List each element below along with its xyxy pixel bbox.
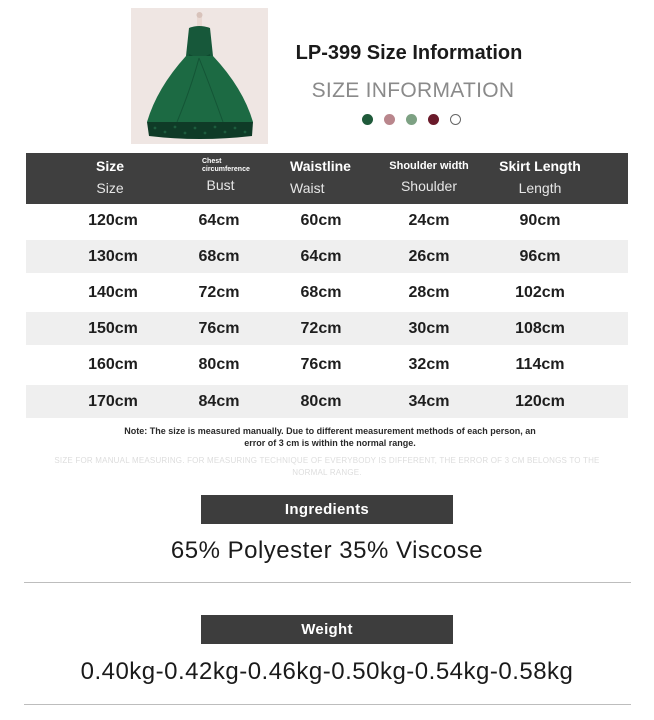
page-subtitle: SIZE INFORMATION bbox=[311, 79, 515, 102]
size-table-header bbox=[26, 153, 628, 204]
cell-waist: 64cm bbox=[300, 248, 342, 265]
cell-shoulder: 24cm bbox=[408, 212, 450, 229]
ingredients-value: 65% Polyester 35% Viscose bbox=[170, 537, 484, 564]
cell-size: 170cm bbox=[88, 393, 138, 410]
measurement-note-faint bbox=[40, 455, 614, 479]
divider bbox=[24, 704, 631, 705]
col-header-size-label: Size bbox=[96, 180, 124, 196]
cell-shoulder: 28cm bbox=[408, 284, 450, 301]
weight-value: 0.40kg-0.42kg-0.46kg-0.50kg-0.54kg-0.58kg bbox=[80, 658, 574, 685]
product-photo bbox=[131, 8, 268, 144]
cell-length: 114cm bbox=[515, 356, 565, 373]
cell-size: 140cm bbox=[88, 284, 138, 301]
measurement-note-faint-line1: SIZE FOR MANUAL MEASURING. FOR MEASURING TECHNIQUE OF EVERYBODY IS DIFFERENT, THE ERROR OF 3 CM BELONGS TO THE bbox=[54, 456, 600, 465]
cell-bust: 80cm bbox=[198, 356, 240, 373]
cell-bust: 76cm bbox=[198, 320, 240, 337]
cell-bust: 72cm bbox=[198, 284, 240, 301]
measurement-note bbox=[80, 425, 580, 449]
cell-size: 130cm bbox=[88, 248, 138, 265]
cell-length: 102cm bbox=[515, 284, 565, 301]
table-row bbox=[26, 385, 628, 418]
table-row bbox=[26, 348, 628, 381]
cell-length: 120cm bbox=[515, 393, 565, 410]
measurement-note-faint-line2: NORMAL RANGE. bbox=[292, 468, 362, 477]
cell-shoulder: 32cm bbox=[408, 356, 450, 373]
col-header-waist-label: Waist bbox=[290, 180, 325, 196]
color-swatch-white[interactable] bbox=[450, 114, 461, 125]
cell-bust: 64cm bbox=[198, 212, 240, 229]
col-header-waist-en: Waistline bbox=[290, 158, 351, 174]
measurement-note-line2: error of 3 cm is within the normal range. bbox=[244, 438, 416, 448]
cell-size: 160cm bbox=[88, 356, 138, 373]
col-header-bust-label: Bust bbox=[206, 177, 235, 193]
color-swatch-sage-green[interactable] bbox=[406, 114, 417, 125]
green-dress-photo bbox=[131, 8, 268, 144]
col-header-size bbox=[80, 158, 140, 196]
ingredients-label: Ingredients bbox=[201, 495, 453, 524]
page-title: LP-399 Size Information bbox=[295, 42, 523, 64]
cell-length: 108cm bbox=[515, 320, 565, 337]
cell-shoulder: 34cm bbox=[408, 393, 450, 410]
cell-waist: 76cm bbox=[300, 356, 342, 373]
cell-bust: 84cm bbox=[198, 393, 240, 410]
measurement-note-line1: Note: The size is measured manually. Due to different measurement methods of each person, an bbox=[124, 426, 536, 436]
divider bbox=[24, 582, 631, 583]
col-header-bust bbox=[188, 158, 253, 193]
col-header-size-en: Size bbox=[95, 158, 124, 174]
color-swatches bbox=[362, 114, 461, 125]
cell-waist: 72cm bbox=[300, 320, 342, 337]
col-header-shoulder-label: Shoulder bbox=[400, 178, 458, 194]
color-swatch-burgundy[interactable] bbox=[428, 114, 439, 125]
color-swatch-dusty-pink[interactable] bbox=[384, 114, 395, 125]
cell-waist: 60cm bbox=[300, 212, 342, 229]
col-header-bust-en: Chest circumference bbox=[202, 158, 250, 173]
cell-size: 150cm bbox=[88, 320, 138, 337]
table-row bbox=[26, 312, 628, 345]
col-header-shoulder bbox=[376, 158, 482, 194]
weight-label: Weight bbox=[201, 615, 453, 644]
cell-shoulder: 30cm bbox=[408, 320, 450, 337]
table-row bbox=[26, 276, 628, 309]
cell-length: 96cm bbox=[519, 248, 561, 265]
table-row bbox=[26, 204, 628, 237]
col-header-waist bbox=[290, 158, 380, 196]
cell-bust: 68cm bbox=[198, 248, 240, 265]
cell-waist: 68cm bbox=[300, 284, 342, 301]
col-header-length-label: Length bbox=[518, 180, 562, 196]
table-row bbox=[26, 240, 628, 273]
cell-waist: 80cm bbox=[300, 393, 342, 410]
cell-size: 120cm bbox=[88, 212, 138, 229]
cell-shoulder: 26cm bbox=[408, 248, 450, 265]
cell-length: 90cm bbox=[519, 212, 561, 229]
col-header-shoulder-en: Shoulder width bbox=[389, 160, 469, 172]
col-header-length bbox=[488, 158, 592, 196]
color-swatch-dark-green[interactable] bbox=[362, 114, 373, 125]
col-header-length-en: Skirt Length bbox=[499, 158, 581, 174]
